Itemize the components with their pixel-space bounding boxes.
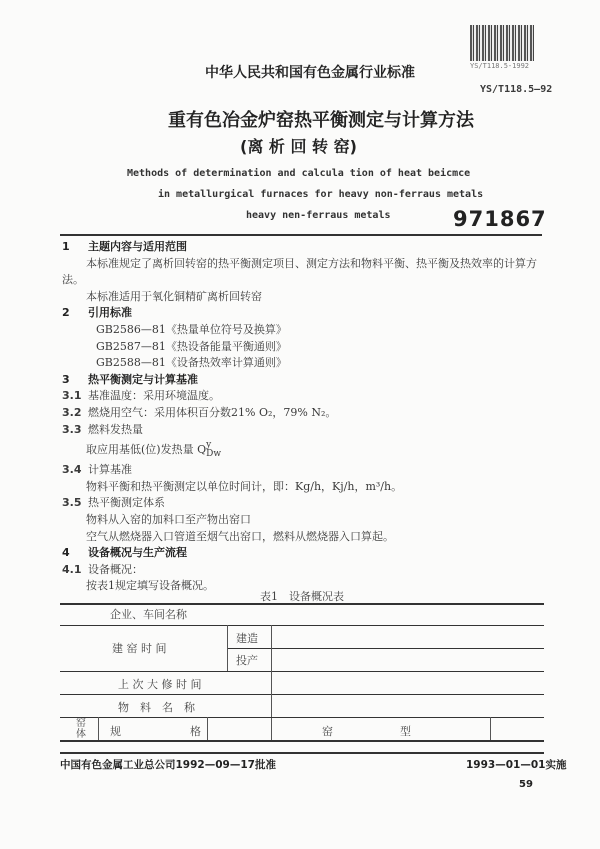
paragraph: 本标准适用于氧化铜精矿离析回转窑 [86,289,262,303]
paragraph: 物料平衡和热平衡测定以单位时间计，即：Kg/h，Kj/h，m³/h。 [86,479,403,493]
reference-item: GB2587—81《热设备能量平衡通则》 [96,339,287,353]
cell-spec-label: 格 [190,725,201,738]
paragraph: 物料从入窑的加料口至产物出窑口 [86,512,251,526]
english-title-line3: heavy nen-ferraus metals [246,210,391,221]
table-rule [60,625,544,626]
table-vline [490,717,491,741]
document-body [62,239,542,595]
section-3-2: 3.2 燃烧用空气：采用体积百分数21% O₂，79% N₂。 [62,405,337,419]
heating-value-formula: 取应用基低(位)发热量 Qy Dw [86,440,222,460]
serial-number: 971867 [453,207,547,231]
table-vline [227,625,228,671]
agency-title: 中华人民共和国有色金属行业标准 [205,65,415,81]
table-rule [60,740,544,742]
paragraph: 本标准规定了离析回转窑的热平衡测定项目、测定方法和物料平衡、热平衡及热效率的计算方 [86,256,537,270]
paragraph: 按表1规定填写设备概况。 [86,579,214,593]
footer-rule [60,752,544,754]
page-number: 59 [519,779,533,790]
section-2-heading: 2 引用标准 [62,306,132,320]
paragraph: 法。 [62,273,84,287]
table-rule [60,694,544,695]
cell-kiln-body-label: 窑体 [76,718,86,740]
barcode [470,25,534,61]
cell-built-label: 建造 [236,632,258,645]
cell-commissioned-label: 投产 [236,654,258,667]
document-title: 重有色冶金炉窑热平衡测定与计算方法 [168,110,474,131]
cell-spec-label: 规 [110,725,121,738]
table-rule [227,648,544,649]
english-title-line1: Methods of determination and calcula tion of heat beicmce [127,168,471,179]
cell-company-label: 企业、车间名称 [110,608,187,621]
section-3-3: 3.3 燃料发热量 [62,422,143,436]
cell-type-label: 窑 [322,725,333,738]
approval-line: 中国有色金属工业总公司1992—09—17批准 [60,759,276,771]
document-subtitle: (离 析 回 转 窑) [240,137,357,156]
english-title-line2: in metallurgical furnaces for heavy non-ferraus metals [158,189,484,200]
table-vline [271,625,272,741]
section-4-1: 4.1 设备概况： [62,562,143,576]
cell-last-overhaul-label: 上 次 大 修 时 间 [118,678,202,691]
cell-type-label: 型 [400,725,411,738]
reference-item: GB2586—81《热量单位符号及换算》 [96,322,287,336]
table-rule [60,671,544,672]
table-rule [60,603,544,605]
table-vline [98,717,99,741]
cell-build-time-label: 建 窑 时 间 [112,642,167,655]
section-3-heading: 3 热平衡测定与计算基准 [62,372,198,386]
cell-material-label: 物 料 名 称 [118,701,195,714]
barcode-code: YS/T118.5-1992 [470,62,530,70]
standard-number: YS/T118.5—92 [480,84,553,95]
section-1-heading: 1 主题内容与适用范围 [62,240,187,253]
reference-item: GB2588—81《设备热效率计算通则》 [96,356,287,370]
section-3-1: 3.1 基准温度：采用环境温度。 [62,389,220,403]
table-rule [60,717,544,718]
effective-date: 1993—01—01实施 [466,759,567,771]
table-caption: 表1 设备概况表 [260,590,344,603]
section-4-heading: 4 设备概况与生产流程 [62,546,187,560]
paragraph: 空气从燃烧器入口管道至烟气出窑口，燃料从燃烧器入口算起。 [86,529,394,543]
section-3-5: 3.5 热平衡测定体系 [62,496,165,510]
section-3-4: 3.4 计算基准 [62,463,132,477]
table-vline [207,717,208,741]
header-rule [60,234,542,236]
